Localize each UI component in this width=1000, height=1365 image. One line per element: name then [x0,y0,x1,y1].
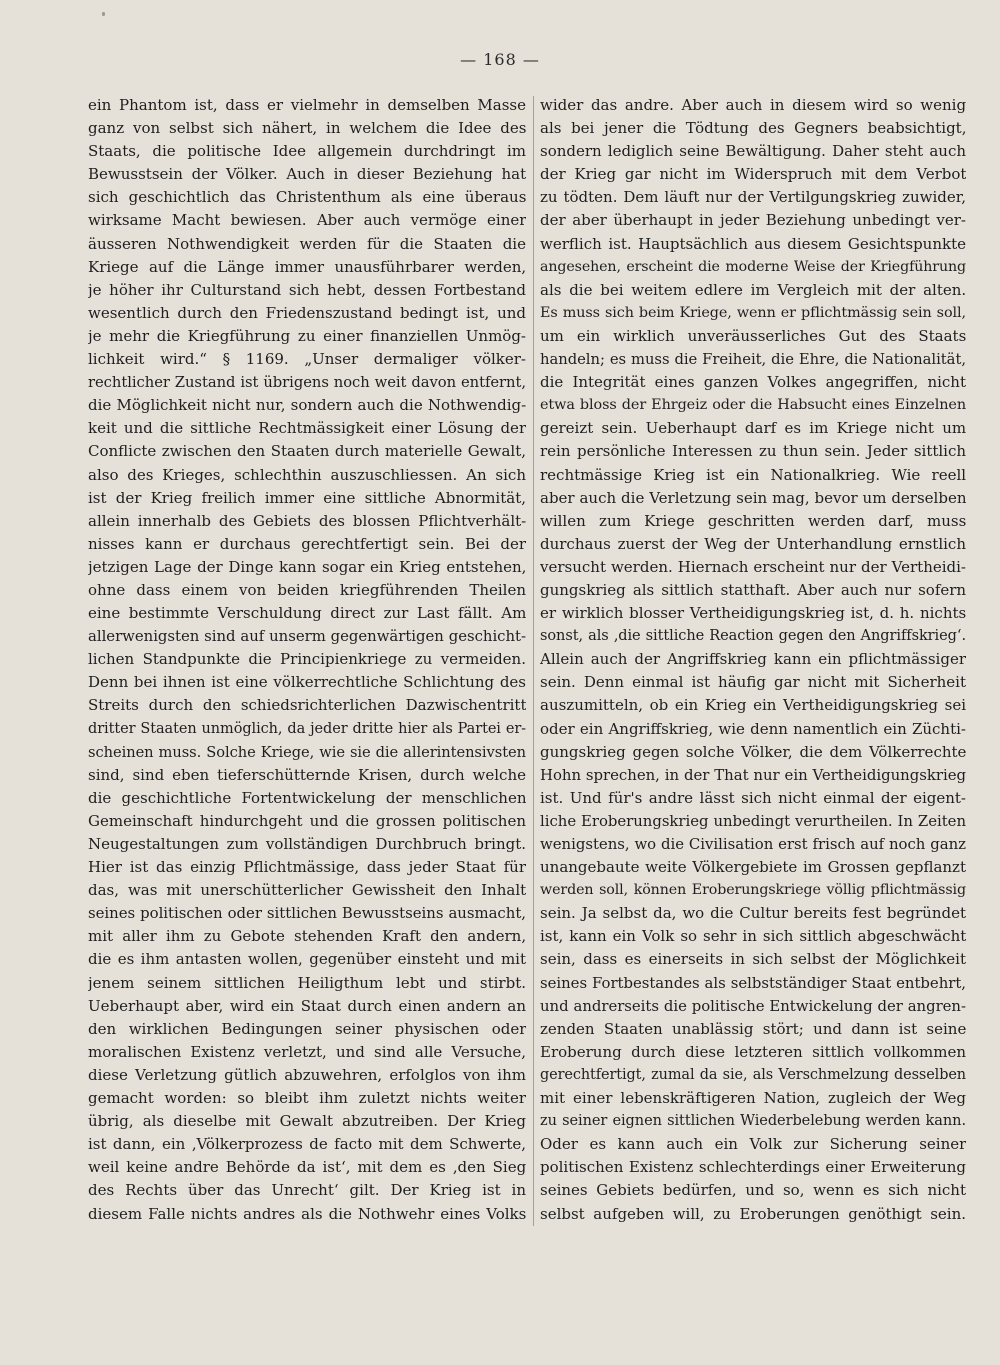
text-line: sind, sind eben tieferschütternde Krisen, durch welche [88,765,526,784]
text-line: den wirklichen Bedingungen seiner physischen oder [88,1019,526,1038]
text-line: allerwenigsten sind auf unserm gegenwärtigen geschicht- [88,627,526,646]
text-line: je mehr die Kriegführung zu einer finanziellen Unmög- [88,326,526,345]
text-line: mit aller ihm zu Gebote stehenden Kraft den andern, [88,927,526,946]
text-line: die geschichtliche Fortentwickelung der menschlichen [88,788,526,807]
text-line: gungskrieg als sittlich statthaft. Aber auch nur sofern [540,580,966,599]
text-line: die Integrität eines ganzen Volkes angegriffen, nicht [540,373,966,392]
text-line: gereizt sein. Ueberhaupt darf es im Kriege nicht um [540,419,966,438]
column-divider [533,96,534,1226]
text-line: aber auch die Verletzung sein mag, bevor um derselben [540,488,966,507]
text-line: die es ihm antasten wollen, gegenüber einsteht und mit [88,950,526,969]
text-line: wenigstens, wo die Civilisation erst frisch auf noch ganz [540,835,966,853]
text-line: weil keine andre Behörde da ist‘, mit dem es ‚den Sieg [88,1158,526,1177]
text-line: rechtmässige Krieg ist ein Nationalkrieg. Wie reell [540,465,966,484]
text-line: Hohn sprechen, in der That nur ein Vertheidigungskrieg [540,765,966,784]
text-line: Hier ist das einzig Pflichtmässige, dass jeder Staat für [88,858,526,877]
left-column [88,94,526,1229]
text-line: Denn bei ihnen ist eine völkerrechtliche Schlichtung des [88,673,526,692]
text-line: oder ein Angriffskrieg, wie denn namentlich ein Züchti- [540,719,966,738]
text-line: jetzigen Lage der Dinge kann sogar ein Krieg entstehen, [88,557,526,576]
text-line: selbst aufgeben will, zu Eroberungen genöthigt sein. [540,1204,966,1223]
text-line: Allein auch der Angriffskrieg kann ein pflichtmässiger [540,650,966,669]
text-line: moralischen Existenz verletzt, und sind alle Versuche, [88,1042,526,1061]
text-line: gemacht worden: so bleibt ihm zuletzt nichts weiter [88,1089,526,1108]
text-line: er wirklich blosser Vertheidigungskrieg ist, d. h. nichts [540,604,966,623]
text-line: Eroberung durch diese letzteren sittlich vollkommen [540,1042,966,1061]
text-line: Streits durch den schiedsrichterlichen Dazwischentritt [88,696,526,715]
text-line: Ueberhaupt aber, wird ein Staat durch einen andern an [88,996,526,1015]
text-line: allein innerhalb des Gebiets des blossen Pflichtverhält- [88,511,526,530]
text-line: ist dann, ein ‚Völkerprozess de facto mit dem Schwerte, [88,1135,526,1154]
text-line: seines Fortbestandes als selbstständiger Staat entbehrt, [540,973,966,992]
text-line: politischen Existenz schlechterdings einer Erweiterung [540,1158,966,1177]
text-line: etwa bloss der Ehrgeiz oder die Habsucht eines Einzelnen [540,397,966,414]
text-line: als bei jener die Tödtung des Gegners beabsichtigt, [540,119,966,138]
text-line: handeln; es muss die Freiheit, die Ehre, die Nationalität, [540,351,966,369]
text-line: gerechtfertigt, zumal da sie, als Verschmelzung desselben [540,1066,966,1083]
text-line: liche Eroberungskrieg unbedingt verurtheilen. In Zeiten [540,811,966,830]
text-line: Oder es kann auch ein Volk zur Sicherung seiner [540,1135,966,1154]
text-line: Bewusstsein der Völker. Auch in dieser Beziehung hat [88,165,526,184]
text-line: sein. Denn einmal ist häufig gar nicht mit Sicherheit [540,673,966,692]
text-line: und andrerseits die politische Entwickelung der angren- [540,996,966,1015]
text-line: äusseren Nothwendigkeit werden für die Staaten die [88,234,526,253]
text-line: nisses kann er durchaus gerechtfertigt sein. Bei der [88,534,526,553]
text-line: gungskrieg gegen solche Völker, die dem Völkerrechte [540,742,966,761]
text-line: die Möglichkeit nicht nur, sondern auch die Nothwendig- [88,396,526,415]
text-line: der aber überhaupt in jeder Beziehung unbedingt ver- [540,211,966,230]
text-line: ist. Und für's andre lässt sich nicht einmal der eigent- [540,788,966,807]
text-line: wider das andre. Aber auch in diesem wird so wenig [540,96,966,114]
text-line: durchaus zuerst der Weg der Unterhandlung ernstlich [540,534,966,553]
text-line: rechtlicher Zustand ist übrigens noch weit davon entfernt, [88,374,526,392]
text-line: sein, dass es einerseits in sich selbst der Möglichkeit [540,950,966,969]
text-line: Neugestaltungen zum vollständigen Durchbruch bringt. [88,835,526,853]
text-line: dritter Staaten unmöglich, da jeder dritte hier als Partei er- [88,720,526,737]
text-line: seines Gebiets bedürfen, und so, wenn es sich nicht [540,1181,966,1200]
text-line: diesem Falle nichts andres als die Nothwehr eines Volks [88,1204,526,1223]
paper-speck [102,12,105,16]
text-line: sein. Ja selbst da, wo die Cultur bereits fest begründet [540,904,966,923]
text-line: diese Verletzung gütlich abzuwehren, erfolglos von ihm [88,1065,526,1084]
text-line: sondern lediglich seine Bewältigung. Daher steht auch [540,142,966,161]
text-line: ohne dass einem von beiden kriegführenden Theilen [88,580,526,599]
text-line: das, was mit unerschütterlicher Gewissheit den Inhalt [88,881,526,900]
text-line: um ein wirklich unveräusserliches Gut des Staats [540,326,966,345]
text-line: scheinen muss. Solche Kriege, wie sie die allerintensivsten [88,743,526,761]
text-line: willen zum Kriege geschritten werden darf, muss [540,511,966,530]
text-line: ist, kann ein Volk so sehr in sich sittlich abgeschwächt [540,927,966,946]
text-line: zu seiner eignen sittlichen Wiederbelebung werden kann. [540,1113,966,1130]
text-line: ein Phantom ist, dass er vielmehr in demselben Masse [88,96,526,114]
text-line: also des Krieges, schlechthin auszuschliessen. An sich [88,465,526,484]
text-line: Es muss sich beim Kriege, wenn er pflichtmässig sein soll, [540,304,966,321]
text-line: wirksame Macht bewiesen. Aber auch vermöge einer [88,211,526,230]
text-line: ist der Krieg freilich immer eine sittliche Abnormität, [88,488,526,507]
text-line: zenden Staaten unablässig stört; und dann ist seine [540,1019,966,1038]
text-line: jenem seinem sittlichen Heiligthum lebt und stirbt. [88,973,526,992]
page-number: — 168 — [460,50,540,69]
text-line: des Rechts über das Unrecht‘ gilt. Der Krieg ist in [88,1181,526,1200]
text-line: lichkeit wird.“ § 1169. „Unser dermaliger völker- [88,350,526,369]
text-line: Gemeinschaft hindurchgeht und die grossen politischen [88,811,526,830]
text-line: rein persönliche Interessen zu thun sein. Jeder sittlich [540,442,966,461]
text-line: je höher ihr Culturstand sich hebt, dessen Fortbestand [88,280,526,299]
text-line: übrig, als dieselbe mit Gewalt abzutreiben. Der Krieg [88,1112,526,1131]
text-line: als die bei weitem edlere im Vergleich mit der alten. [540,280,966,299]
text-line: Kriege auf die Länge immer unausführbarer werden, [88,257,526,276]
text-line: Staats, die politische Idee allgemein durchdringt im [88,142,526,161]
text-line: wesentlich durch den Friedenszustand bedingt ist, und [88,303,526,322]
text-line: Conflicte zwischen den Staaten durch materielle Gewalt, [88,442,526,461]
text-line: werflich ist. Hauptsächlich aus diesem Gesichtspunkte [540,234,966,253]
text-line: seines politischen oder sittlichen Bewusstseins ausmacht, [88,904,526,923]
text-line: mit einer lebenskräftigeren Nation, zugleich der Weg [540,1089,966,1108]
right-column [540,94,966,1229]
text-line: keit und die sittliche Rechtmässigkeit einer Lösung der [88,419,526,438]
text-line: werden soll, können Eroberungskriege völlig pflichtmässig [540,882,966,899]
text-line: ganz von selbst sich nähert, in welchem die Idee des [88,119,526,138]
text-line: der Krieg gar nicht im Widerspruch mit dem Verbot [540,165,966,184]
text-line: sich geschichtlich das Christenthum als eine überaus [88,188,526,207]
text-line: lichen Standpunkte die Principienkriege zu vermeiden. [88,650,526,669]
text-line: angesehen, erscheint die moderne Weise der Kriegführung [540,258,966,275]
text-line: sonst, als ‚die sittliche Reaction gegen den Angriffskrieg‘. [540,628,966,645]
text-line: eine bestimmte Verschuldung direct zur Last fällt. Am [88,604,526,623]
text-line: unangebaute weite Völkergebiete im Grossen gepflanzt [540,858,966,877]
text-line: zu tödten. Dem läuft nur der Vertilgungskrieg zuwider, [540,188,966,207]
text-line: versucht werden. Hiernach erscheint nur der Vertheidi- [540,557,966,576]
text-line: auszumitteln, ob ein Krieg ein Vertheidigungskrieg sei [540,696,966,715]
